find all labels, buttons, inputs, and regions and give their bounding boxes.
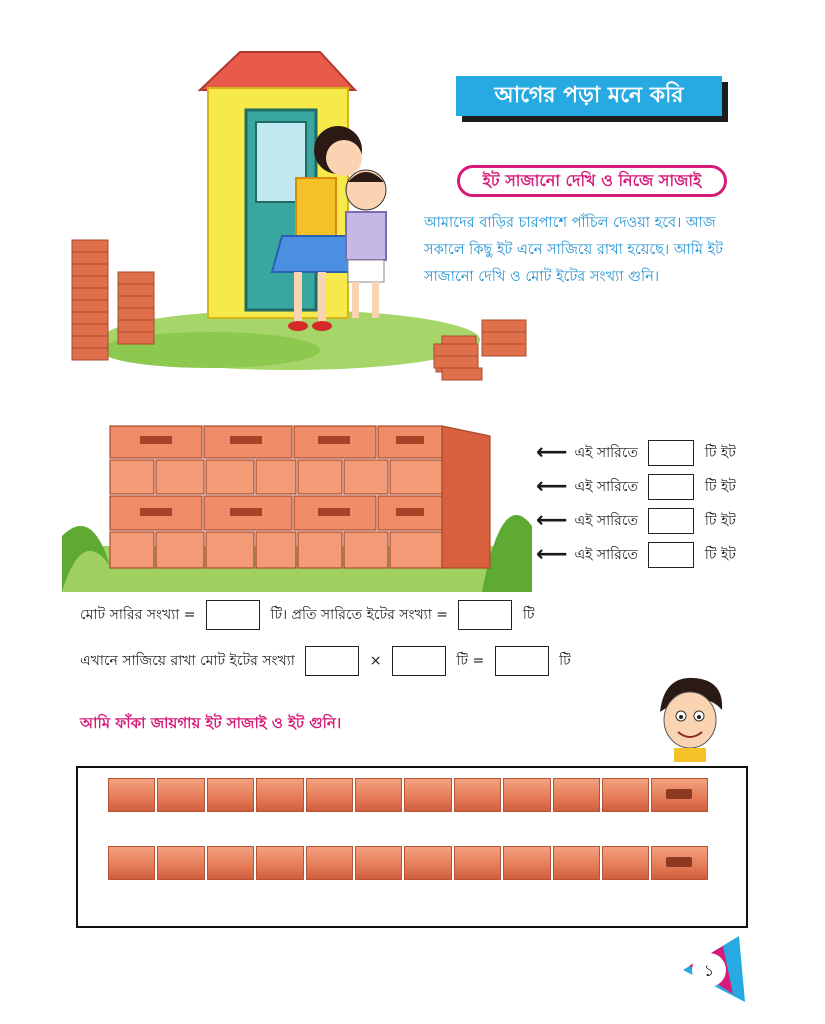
bricks-per-row-input[interactable] [458, 600, 512, 630]
brick [454, 778, 501, 812]
total-rows-input[interactable] [206, 600, 260, 630]
arrow-left-icon: ⟵ [536, 440, 568, 465]
row-count-3 [536, 506, 736, 536]
row-count-input[interactable] [648, 542, 694, 568]
row-count-input[interactable] [648, 508, 694, 534]
row-count-2 [536, 472, 736, 502]
arrow-left-icon: ⟵ [536, 474, 568, 499]
brick-end [651, 846, 707, 880]
equation-text: টি। প্রতি সারিতে ইটের সংখ্যা = [270, 607, 448, 623]
page-number: ১ [703, 961, 715, 980]
brick-pile-illustration [428, 312, 538, 382]
brick [108, 778, 155, 812]
brick [207, 778, 254, 812]
brick [553, 846, 600, 880]
house-children-illustration [60, 40, 480, 390]
brick [306, 778, 353, 812]
page-title: আগের পড়া মনে করি [456, 76, 722, 116]
brick [355, 846, 402, 880]
brick [256, 846, 303, 880]
row-count-4 [536, 540, 736, 570]
brick [503, 846, 550, 880]
brick [207, 846, 254, 880]
arrow-left-icon: ⟵ [536, 542, 568, 567]
equation-rows-and-bricks [80, 598, 535, 632]
brick [602, 846, 649, 880]
brick-row-bottom [108, 846, 708, 880]
row-label-text: এই সারিতে [574, 547, 638, 563]
equation-text: টি [522, 607, 535, 623]
row-unit-text: টি ইট [704, 547, 736, 563]
row-count-input[interactable] [648, 474, 694, 500]
row-unit-text: টি ইট [704, 479, 736, 495]
brick [157, 846, 204, 880]
row-label-text: এই সারিতে [574, 479, 638, 495]
brick [602, 778, 649, 812]
brick [256, 778, 303, 812]
brick [553, 778, 600, 812]
brick [404, 846, 451, 880]
intro-paragraph [424, 210, 760, 291]
brick [157, 778, 204, 812]
brick-end [651, 778, 707, 812]
brick-wall-illustration [62, 416, 532, 592]
equation-total-bricks [80, 644, 571, 678]
row-unit-text: টি ইট [704, 513, 736, 529]
multiplicand-input[interactable] [305, 646, 359, 676]
intro-line: আমাদের বাড়ির চারপাশে পাঁচিল দেওয়া হবে। আজ [424, 215, 716, 231]
page-number-badge [683, 936, 745, 1002]
brick [108, 846, 155, 880]
row-count-1 [536, 438, 736, 468]
row-label-text: এই সারিতে [574, 513, 638, 529]
section-subtitle: ইট সাজানো দেখি ও নিজে সাজাই [457, 165, 727, 197]
brick [355, 778, 402, 812]
arrow-left-icon: ⟵ [536, 508, 568, 533]
row-unit-text: টি ইট [704, 445, 736, 461]
total-bricks-input[interactable] [495, 646, 549, 676]
brick [306, 846, 353, 880]
equation-text: মোট সারির সংখ্যা = [80, 607, 196, 623]
brick [503, 778, 550, 812]
equation-text: টি = [456, 653, 485, 669]
brick-row-top [108, 778, 708, 812]
brick [404, 778, 451, 812]
page-number-shape [683, 936, 745, 1002]
times-sign: × [369, 653, 382, 669]
multiplier-input[interactable] [392, 646, 446, 676]
activity-instruction: আমি ফাঁকা জায়গায় ইট সাজাই ও ইট গুনি। [80, 714, 342, 732]
boy-face-illustration [650, 672, 730, 762]
equation-text: এখানে সাজিয়ে রাখা মোট ইটের সংখ্যা [80, 653, 295, 669]
intro-line: সকালে কিছু ইট এনে সাজিয়ে রাখা হয়েছে। আমি ইট [424, 242, 723, 258]
intro-line: সাজানো দেখি ও মোট ইটের সংখ্যা গুনি। [424, 269, 660, 285]
brick-activity-frame [76, 766, 748, 928]
equation-text: টি [559, 653, 571, 669]
row-count-input[interactable] [648, 440, 694, 466]
row-label-text: এই সারিতে [574, 445, 638, 461]
brick [454, 846, 501, 880]
